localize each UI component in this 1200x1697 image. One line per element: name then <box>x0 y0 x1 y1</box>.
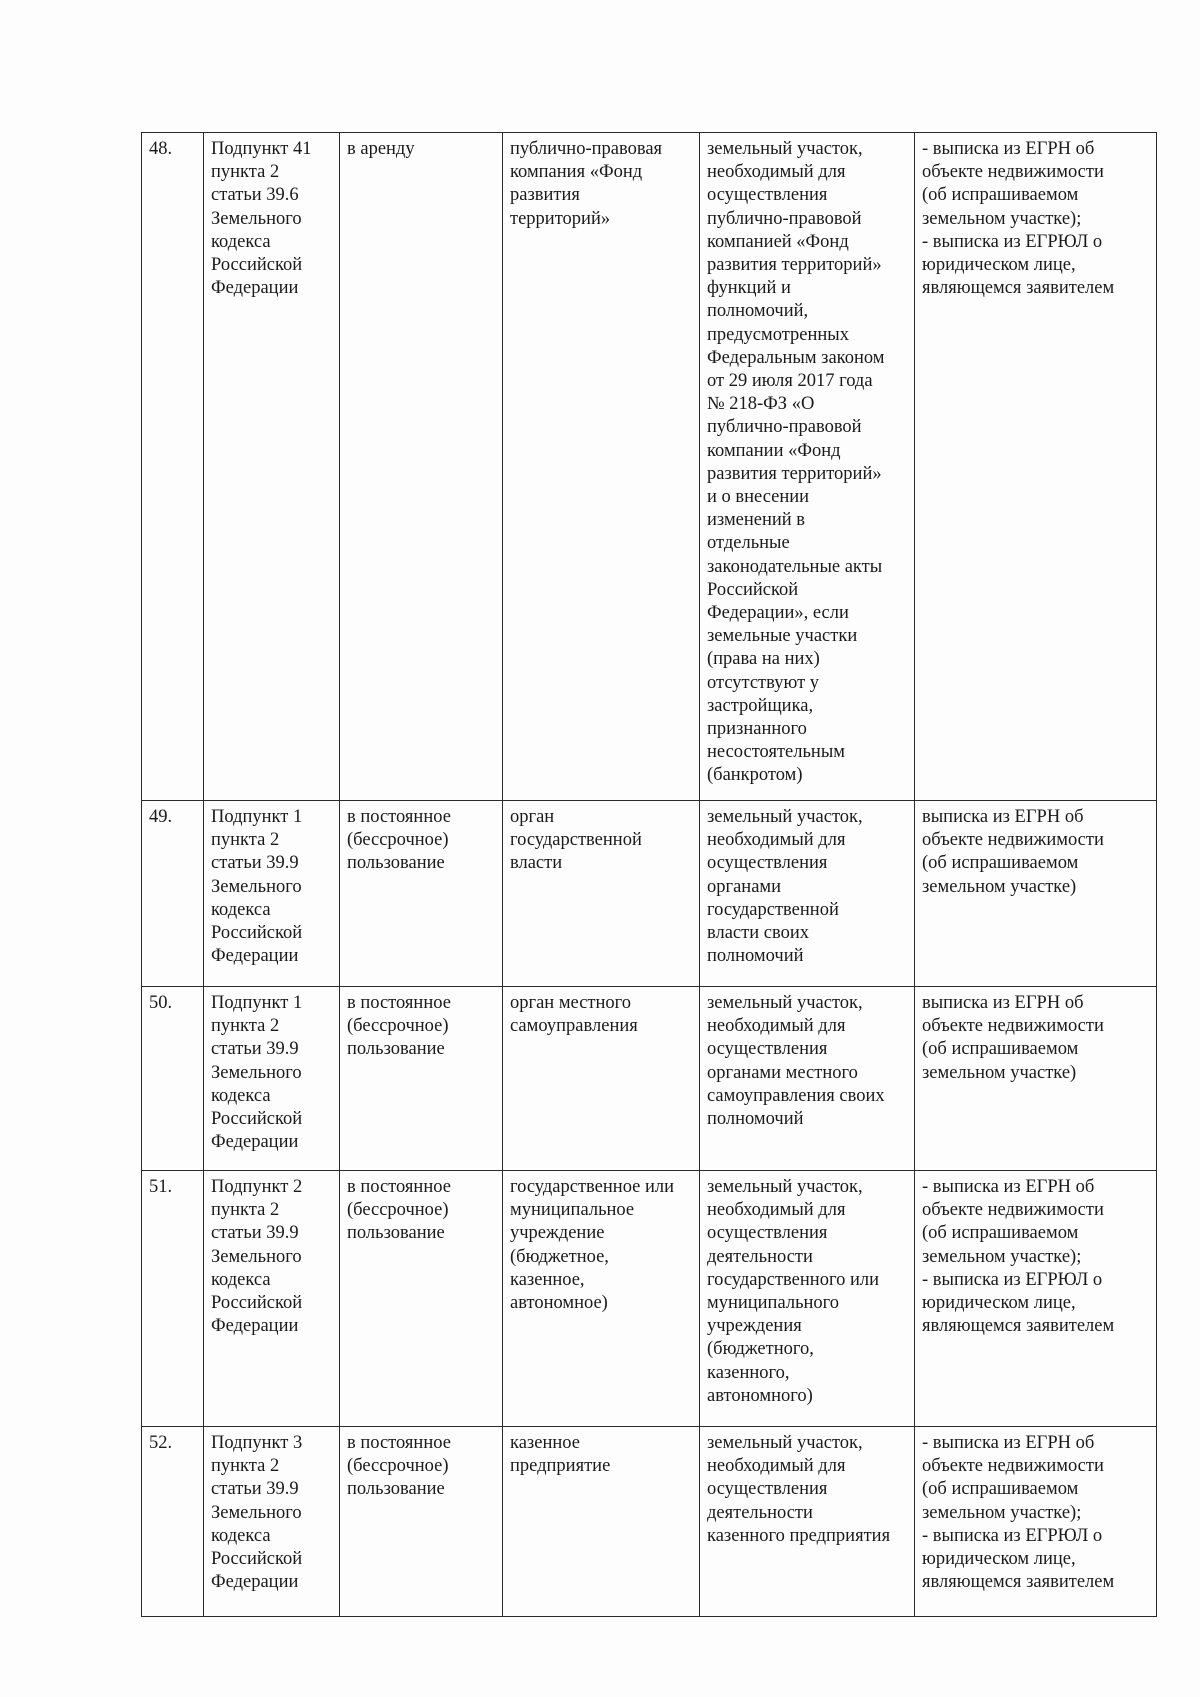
plot-purpose-cell <box>700 987 915 1171</box>
right-type-cell <box>340 133 503 801</box>
right-type: в постоянное (бессрочное) пользование <box>347 993 451 1060</box>
required-documents-cell <box>915 1427 1157 1617</box>
legal-basis: Подпункт 1 пункта 2 статьи 39.9 Земельного кодекса Российской Федерации <box>211 807 303 967</box>
applicant-cell <box>503 1171 700 1427</box>
plot-purpose-cell <box>700 801 915 987</box>
right-type: в постоянное (бессрочное) пользование <box>347 1177 451 1244</box>
plot-purpose: земельный участок, необходимый для осуществления деятельности государственного или муниципального учреждения (бюджетного, казенного, автономного) <box>707 1177 879 1406</box>
applicant: казенное предприятие <box>510 1433 611 1477</box>
table-row <box>142 801 1157 987</box>
applicant-cell <box>503 987 700 1171</box>
right-type: в постоянное (бессрочное) пользование <box>347 1433 451 1500</box>
row-number-cell <box>142 801 204 987</box>
right-type-cell <box>340 1171 503 1427</box>
table-row <box>142 1427 1157 1617</box>
plot-purpose-cell <box>700 1427 915 1617</box>
required-documents-cell <box>915 1171 1157 1427</box>
legal-basis-cell <box>204 801 340 987</box>
applicant: государственное или муниципальное учреждение (бюджетное, казенное, автономное) <box>510 1177 675 1314</box>
plot-purpose: земельный участок, необходимый для осуществления публично-правовой компанией «Фонд развития территорий» функций и полномочий, предусмотренных Федеральным законом от 29 июля 2017 года № 218-ФЗ «О публично-правовой компании «Фонд развития территорий» и о внесении изменений в отдельные законодательные акты Российской Федерации», если земельные участки (права на них) отсутствуют у застройщика, признанного несостоятельным (банкротом) <box>707 139 885 786</box>
required-documents-cell <box>915 801 1157 987</box>
plot-purpose: земельный участок, необходимый для осуществления деятельности казенного предприятия <box>707 1433 891 1546</box>
required-documents: выписка из ЕГРН об объекте недвижимости (об испрашиваемом земельном участке) <box>922 807 1104 897</box>
row-number-cell <box>142 987 204 1171</box>
row-number: 51. <box>149 1177 173 1197</box>
applicant-cell <box>503 133 700 801</box>
row-number: 52. <box>149 1433 173 1453</box>
applicant: орган государственной власти <box>510 807 642 874</box>
row-number-cell <box>142 1171 204 1427</box>
required-documents: - выписка из ЕГРН об объекте недвижимости (об испрашиваемом земельном участке); - выписка из ЕГРЮЛ о юридическом лице, являющемся заявителем <box>922 1433 1115 1593</box>
required-documents: - выписка из ЕГРН об объекте недвижимости (об испрашиваемом земельном участке); - выписка из ЕГРЮЛ о юридическом лице, являющемся заявителем <box>922 1177 1115 1337</box>
required-documents-cell <box>915 133 1157 801</box>
required-documents-cell <box>915 987 1157 1171</box>
plot-purpose-cell <box>700 1171 915 1427</box>
right-type-cell <box>340 987 503 1171</box>
legal-basis: Подпункт 3 пункта 2 статьи 39.9 Земельного кодекса Российской Федерации <box>211 1433 303 1593</box>
applicant: публично-правовая компания «Фонд развития территорий» <box>510 139 663 229</box>
legal-basis-cell <box>204 133 340 801</box>
legal-basis: Подпункт 41 пункта 2 статьи 39.6 Земельного кодекса Российской Федерации <box>211 139 312 299</box>
applicant-cell <box>503 801 700 987</box>
right-type: в постоянное (бессрочное) пользование <box>347 807 451 874</box>
row-number: 48. <box>149 139 173 159</box>
land-plot-table <box>141 132 1157 1617</box>
row-number: 50. <box>149 993 173 1013</box>
legal-basis: Подпункт 2 пункта 2 статьи 39.9 Земельного кодекса Российской Федерации <box>211 1177 303 1337</box>
required-documents: выписка из ЕГРН об объекте недвижимости (об испрашиваемом земельном участке) <box>922 993 1104 1083</box>
row-number-cell <box>142 133 204 801</box>
table-row <box>142 133 1157 801</box>
row-number: 49. <box>149 807 173 827</box>
applicant-cell <box>503 1427 700 1617</box>
right-type: в аренду <box>347 139 415 159</box>
legal-basis-cell <box>204 1427 340 1617</box>
row-number-cell <box>142 1427 204 1617</box>
right-type-cell <box>340 1427 503 1617</box>
right-type-cell <box>340 801 503 987</box>
applicant: орган местного самоуправления <box>510 993 638 1037</box>
plot-purpose-cell <box>700 133 915 801</box>
required-documents: - выписка из ЕГРН об объекте недвижимости (об испрашиваемом земельном участке); - выписка из ЕГРЮЛ о юридическом лице, являющемся заявителем <box>922 139 1115 299</box>
table-row <box>142 1171 1157 1427</box>
legal-basis-cell <box>204 987 340 1171</box>
plot-purpose: земельный участок, необходимый для осуществления органами государственной власти своих полномочий <box>707 807 863 967</box>
table-row <box>142 987 1157 1171</box>
legal-basis-cell <box>204 1171 340 1427</box>
plot-purpose: земельный участок, необходимый для осуществления органами местного самоуправления своих полномочий <box>707 993 885 1130</box>
legal-basis: Подпункт 1 пункта 2 статьи 39.9 Земельного кодекса Российской Федерации <box>211 993 303 1153</box>
